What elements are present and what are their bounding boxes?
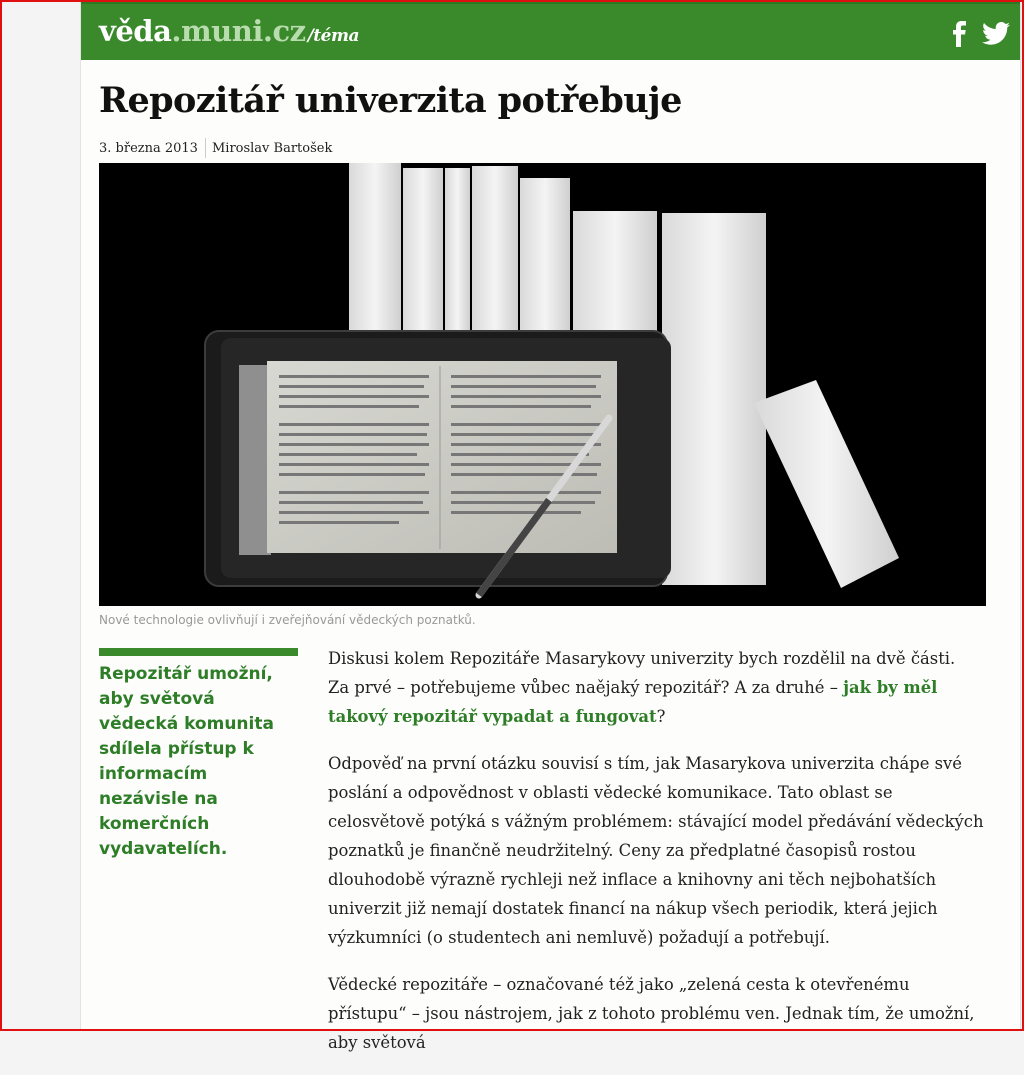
article-body xyxy=(328,644,988,1075)
meta-divider xyxy=(205,138,206,158)
paragraph-intro-line2: Za prvé – potřebujeme vůbec naějaký repozitář? A za druhé – xyxy=(328,678,844,697)
paragraph-intro-line1: Diskusi kolem Repozitáře Masarykovy univerzity bych rozdělil na dvě části. xyxy=(328,649,956,668)
social-links xyxy=(950,21,1010,47)
article-meta xyxy=(99,138,332,158)
article-title: Repozitář univerzita potřebuje xyxy=(99,80,682,121)
pull-quote: Repozitář umožní, aby světová vědecká komunita sdílela přístup k informacím nezávisle na komerčních vydavatelích. xyxy=(99,648,298,862)
paragraph-intro xyxy=(328,644,988,731)
site-logo[interactable] xyxy=(99,14,359,48)
article-author[interactable]: Miroslav Bartošek xyxy=(211,140,333,156)
article-date: 3. března 2013 xyxy=(99,140,198,156)
article-link[interactable]: jak by měl takový repozitář vypadat a fungovat xyxy=(328,678,938,726)
paragraph-3: Vědecké repozitáře – označované též jako „zelená cesta k otevřenému přístupu“ – jsou nástrojem, jak z tohoto problému ven. Jednak tím, že umožní, aby světová xyxy=(328,975,975,1052)
image-caption: Nové technologie ovlivňují i zveřejňování vědeckých poznatků. xyxy=(99,613,476,627)
hero-image xyxy=(99,163,986,606)
paragraph-intro-end: ? xyxy=(656,707,666,726)
facebook-icon[interactable] xyxy=(950,21,968,47)
logo-main: věda xyxy=(99,14,172,48)
logo-domain: .muni.cz xyxy=(171,14,306,48)
books-and-ereader-illustration xyxy=(99,163,986,606)
twitter-icon[interactable] xyxy=(982,22,1010,46)
page xyxy=(80,0,1021,1052)
top-bar xyxy=(81,0,1020,60)
paragraph-2: Odpověď na první otázku souvisí s tím, jak Masarykova univerzita chápe své poslání a odpovědnost v oblasti vědecké komunikace. Tato oblast se celosvětově potýká s vážným problémem: stávající model předávání vědeckých poznatků je finančně neudržitelný. Ceny za předplatné časopisů rostou dlouhodobě výrazně rychleji než inflace a knihovny ani těch nejbohatších univerzit již nemají dostatek financí na nákup všech periodik, která jejich výzkumníci (o studentech ani nemluvě) požadují a potřebují. xyxy=(328,754,984,947)
logo-section: /téma xyxy=(307,26,359,46)
